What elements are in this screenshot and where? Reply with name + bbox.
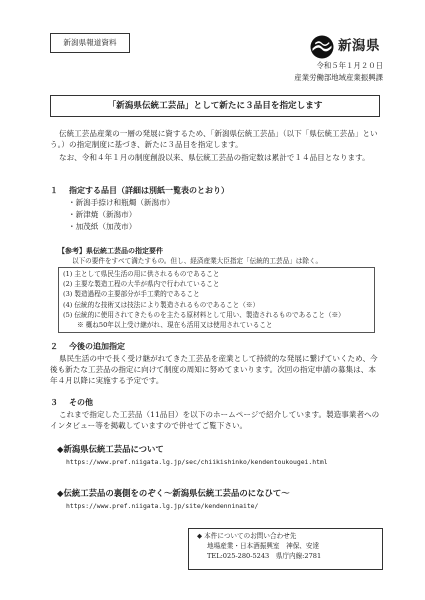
- requirement-item: (1) 主として県民生活の用に供されるものであること: [63, 270, 220, 278]
- release-date: 令和５年１月２０日: [316, 61, 383, 70]
- section-1-title: 指定する品目（詳細は別紙一覧表のとおり）: [69, 186, 229, 195]
- section-2-paragraph: 県民生活の中で長く受け継がれてきた工芸品を産業として持続的な発展に繋げていくため、今後も新たな工芸品の指定に向けて制度の周知に努めてまいります。次回の指定申請の募集は、本年４月以降に実施する予定です。: [50, 354, 378, 385]
- prefecture-name: 新潟県: [338, 38, 380, 55]
- section-3-number: ３: [50, 398, 58, 407]
- contact-box: [188, 528, 383, 570]
- niigata-prefecture-emblem-icon: [310, 35, 334, 59]
- contact-office: 地場産業・日本酒振興室 神保、安達: [207, 541, 320, 550]
- list-item: ・新潟手捺け和瓶燭（新潟市）: [68, 198, 175, 207]
- section-3-title: その他: [69, 398, 93, 407]
- list-item: ・新津焼（新潟市）: [68, 210, 137, 220]
- link-url-interviews[interactable]: https://www.pref.niigata.lg.jp/site/kendenninaite/: [66, 502, 259, 510]
- intro-paragraph-2: なお、令和４年１月の制度創設以来、県伝統工芸品の指定数は累計で１４品目となります。: [59, 153, 370, 162]
- section-2-title: 今後の追加指定: [69, 342, 125, 351]
- requirement-note: ※ 概ね50年以上受け継がれ、現在も活用又は使用されていること: [77, 321, 273, 330]
- link-heading-crafts: ◆新潟県伝統工芸品について: [57, 444, 164, 454]
- intro-paragraph-1: 伝統工芸品産業の一層の発展に資するため、「新潟県伝統工芸品」（以下「県伝統工芸品」という。）の指定制度に基づき、新たに３品目を指定します。: [50, 129, 378, 149]
- department-name: 産業労働部地域産業振興課: [294, 73, 383, 82]
- requirement-item: (3) 製造過程の主要部分が手工業的であること: [63, 290, 200, 299]
- requirements-box: [58, 267, 375, 333]
- section-2-number: ２: [50, 342, 58, 351]
- prefecture-logo: [310, 33, 380, 61]
- requirement-item: (4) 伝統的な技術又は技法により製造されるものであること（※）: [63, 300, 260, 309]
- reference-intro: 以下の要件をすべて満たすもの。但し、経済産業大臣指定「伝統的工芸品」は除く。: [72, 257, 323, 265]
- section-3-heading: [50, 397, 93, 409]
- link-heading-interviews: ◆伝統工芸品の裏側をのぞく～新潟県伝統工芸品のになひて～: [57, 488, 290, 498]
- list-item: ・加茂紙（加茂市）: [68, 222, 137, 232]
- requirement-item: (2) 主要な製造工程の大半が県内で行われていること: [63, 280, 220, 289]
- section-3-paragraph: これまで指定した工芸品（11品目）を以下のホームページで紹介しています。製造事業者へのインタビュー等を掲載していますので併せてご覧下さい。: [50, 410, 380, 430]
- reference-heading: 【参考】県伝統工芸品の指定要件: [58, 247, 163, 255]
- section-2-heading: [50, 341, 125, 353]
- requirement-item: (5) 伝統的に使用されてきたものを主たる原材料として用い、製造されるものであること（※）: [63, 310, 345, 319]
- press-release-label: 新潟県報道資料: [50, 33, 130, 53]
- document-title: 「新潟県伝統工芸品」として新たに３品目を指定します: [50, 95, 380, 117]
- section-1-number: １: [50, 186, 58, 195]
- section-1-heading: [50, 185, 229, 197]
- contact-phone: TEL:025-280-5243 県庁内線:2781: [207, 551, 322, 560]
- contact-title: ◆ 本件についてのお問い合わせ先: [197, 532, 297, 540]
- designated-items-list: [68, 197, 174, 233]
- link-url-crafts[interactable]: https://www.pref.niigata.lg.jp/sec/chiikishinko/kendentoukougei.html: [66, 458, 328, 466]
